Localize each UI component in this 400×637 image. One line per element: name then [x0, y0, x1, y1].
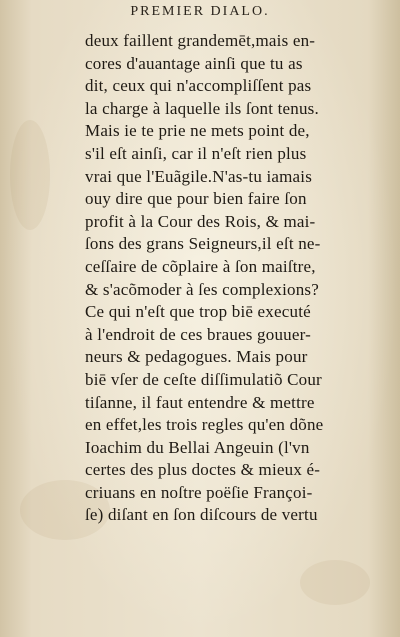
text-line: s'il eſt ainſi, car il n'eſt rien plus [85, 143, 307, 163]
text-line: ouy dire que pour bien faire ſon [85, 189, 307, 209]
text-line: en effet,les trois regles qu'en dõne [85, 415, 324, 435]
text-line: neurs & pedagogues. Mais pour [85, 347, 308, 367]
text-line: vrai que l'Euãgile.N'as-tu iamais [85, 166, 313, 186]
text-line: dit, ceux qui n'accompliſſent pas [85, 76, 312, 96]
text-line: criuans en noſtre poëſie Françoi- [85, 482, 313, 502]
text-line: profit à la Cour des Rois, & mai- [85, 211, 316, 231]
text-line: Ioachim du Bellai Angeuin (l'vn [85, 437, 310, 457]
text-line: certes des plus doctes & mieux é- [85, 460, 321, 480]
text-line: biē vſer de ceſte diſſimulatiõ Cour [85, 369, 322, 389]
text-line: deux faillent grandemēt,mais en- [85, 31, 316, 50]
paper-stain [10, 120, 50, 230]
paper-stain [300, 560, 370, 605]
text-line: ſe) diſant en ſon diſcours de vertu [85, 505, 318, 525]
text-line: à l'endroit de ces braues gouuer- [85, 324, 311, 344]
text-line: ceſſaire de cõplaire à ſon maiſtre, [85, 256, 316, 276]
body-text [85, 30, 370, 527]
text-line: ſons des grans Seigneurs,il eſt ne- [85, 234, 321, 254]
text-line: & s'acõmoder à ſes complexions? [85, 279, 319, 299]
text-line: tiſanne, il faut entendre & mettre [85, 392, 315, 412]
text-line: cores d'auantage ainſi que tu as [85, 53, 303, 73]
text-line: Mais ie te prie ne mets point de, [85, 121, 310, 141]
text-line: Ce qui n'eſt que trop biē executé [85, 302, 311, 322]
running-header: PREMIER DIALO. [130, 4, 270, 19]
text-line: la charge à laquelle ils ſont tenus. [85, 98, 319, 118]
